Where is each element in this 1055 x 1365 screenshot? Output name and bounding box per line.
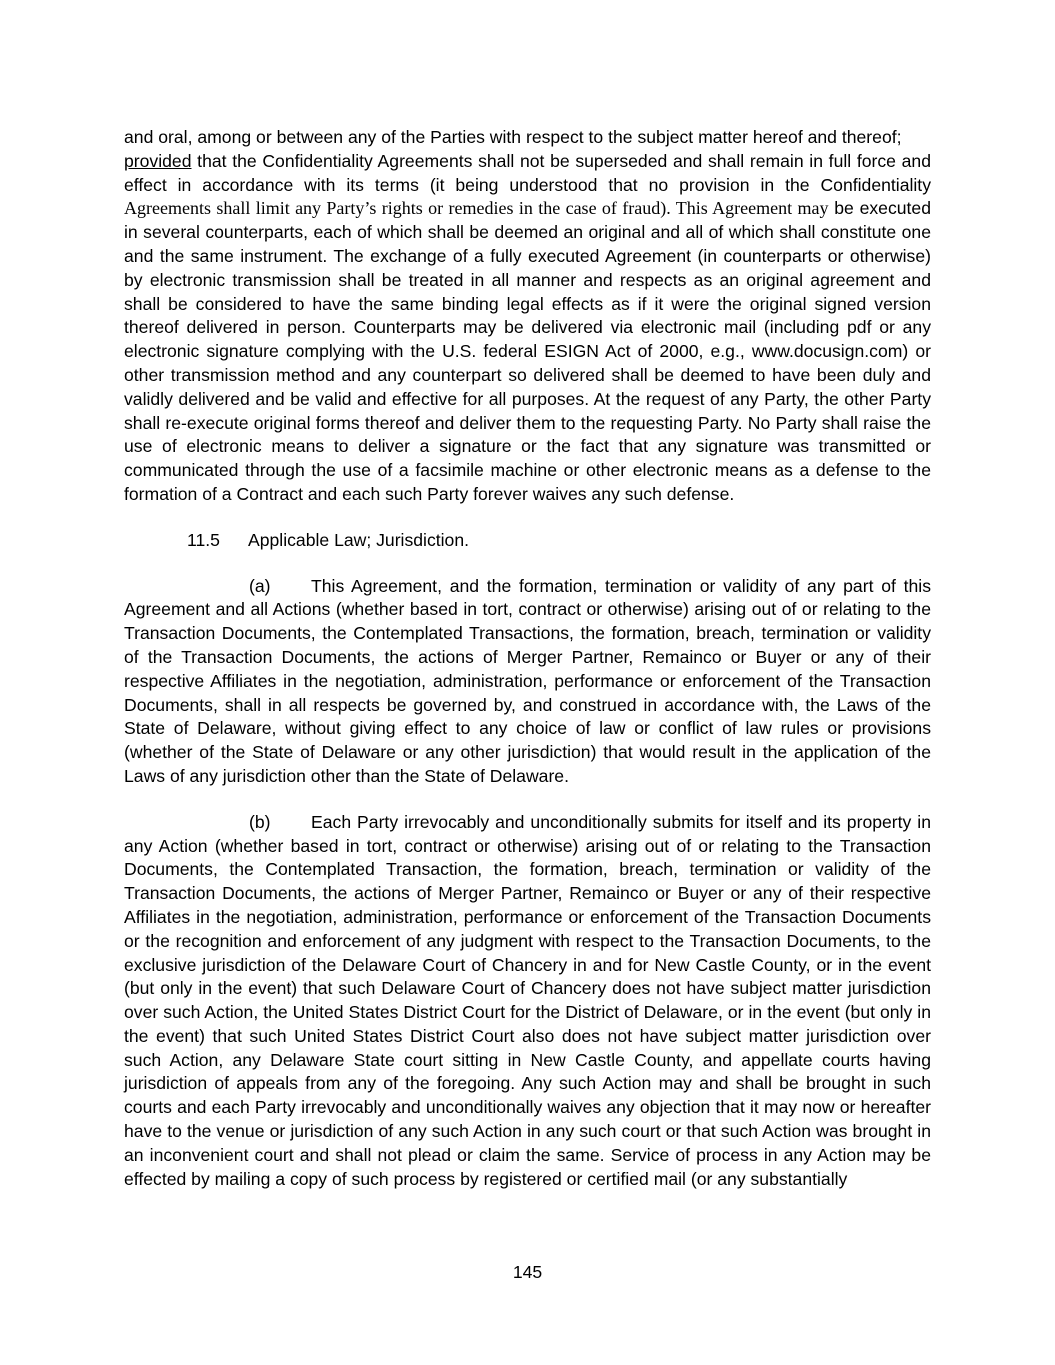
clause-b-text: Each Party irrevocably and unconditionally submits for itself and its property in any Action (whether based in tort, contract or otherwise) arising out of or relating to the Transaction Documents, the Contemplated Transaction, the formation, breach, termination or validity of the Transaction Documents, the actions of Merger Partner, Remainco or Buyer or any of their respective Affiliates in the negotiation, administration, performance or enforcement of the Transaction Documents or the recognition and enforcement of any judgment with respect to the Transaction Documents, to the exclusive jurisdiction of the Delaware Court of Chancery in and for New Castle County, or in the event (but only in the event) that such Delaware Court of Chancery does not have subject matter jurisdiction over such Action, the United States District Court for the District of Delaware, or in the event (but only in the event) that such United States District Court also does not have subject matter jurisdiction over such Action, any Delaware State court sitting in New Castle County, and appellate courts having jurisdiction of appeals from any of the foregoing. Any such Action may and shall be brought in such courts and each Party irrevocably and unconditionally waives any objection that it may now or hereafter have to the venue or jurisdiction of any such Action in any such court or that such Action was brought in an inconvenient court and shall not plead or claim the same. Service of process in any Action may be effected by mailing a copy of such process by registered or certified mail (or any substantially — [124, 811, 931, 1189]
clause-b-label: (b) — [249, 811, 271, 832]
section-title: Applicable Law; Jurisdiction. — [248, 529, 470, 550]
clause-b-paragraph — [124, 811, 931, 1192]
intro-text-part2: that the Confidentiality Agreements shall not be superseded and shall remain in full force and effect in accordance with its terms (it being understood that no provision in the Confidentiality — [124, 150, 931, 195]
intro-text-part3: be executed in several counterparts, each of which shall be deemed an original and all of which shall constitute one and the same instrument. The exchange of a fully executed Agreement (in counterparts or otherwise) by electronic transmission shall be treated in all manner and respects as an original agreement and shall be considered to have the same binding legal effects as if it were the original signed version thereof delivered in person. Counterparts may be delivered via electronic mail (including pdf or any electronic signature complying with the U.S. federal ESIGN Act of 2000, e.g., www.docusign.com) or other transmission method and any counterpart so delivered shall be deemed to have been duly and validly delivered and be valid and effective for all purposes. At the request of any Party, the other Party shall re-execute original forms thereof and deliver them to the requesting Party. No Party shall raise the use of electronic means to deliver a signature or the fact that any signature was transmitted or communicated through the use of a facsimile machine or other electronic means as a defense to the formation of a Contract and each such Party forever waives any such defense. — [124, 198, 931, 504]
clause-a-text: This Agreement, and the formation, termination or validity of any part of this Agreement and all Actions (whether based in tort, contract or otherwise) arising out of or relating to the Transaction Documents, the Contemplated Transactions, the formation, breach, termination or validity of the Transaction Documents, the actions of Merger Partner, Remainco or Buyer or any of their respective Affiliates in the negotiation, administration, performance or enforcement of the Transaction Documents, shall in all respects be governed by, and construed in accordance with, the Laws of the State of Delaware, without giving effect to any choice of law or conflict of law rules or provisions (whether of the State of Delaware or any other jurisdiction) that would result in the application of the Laws of any jurisdiction other than the State of Delaware. — [124, 575, 931, 786]
section-number: 11.5 — [187, 529, 220, 550]
section-heading — [124, 529, 931, 553]
page-number: 145 — [512, 1262, 543, 1282]
provided-term: provided — [124, 150, 192, 171]
intro-text-part1: and oral, among or between any of the Parties with respect to the subject matter hereof and thereof; — [124, 127, 902, 147]
intro-paragraph — [124, 126, 931, 507]
document-page — [124, 126, 931, 1191]
intro-text-serif: Agreements shall limit any Party’s rights or remedies in the case of fraud). This Agreement may — [124, 198, 829, 219]
clause-a-paragraph — [124, 575, 931, 789]
clause-a-label: (a) — [249, 575, 271, 596]
